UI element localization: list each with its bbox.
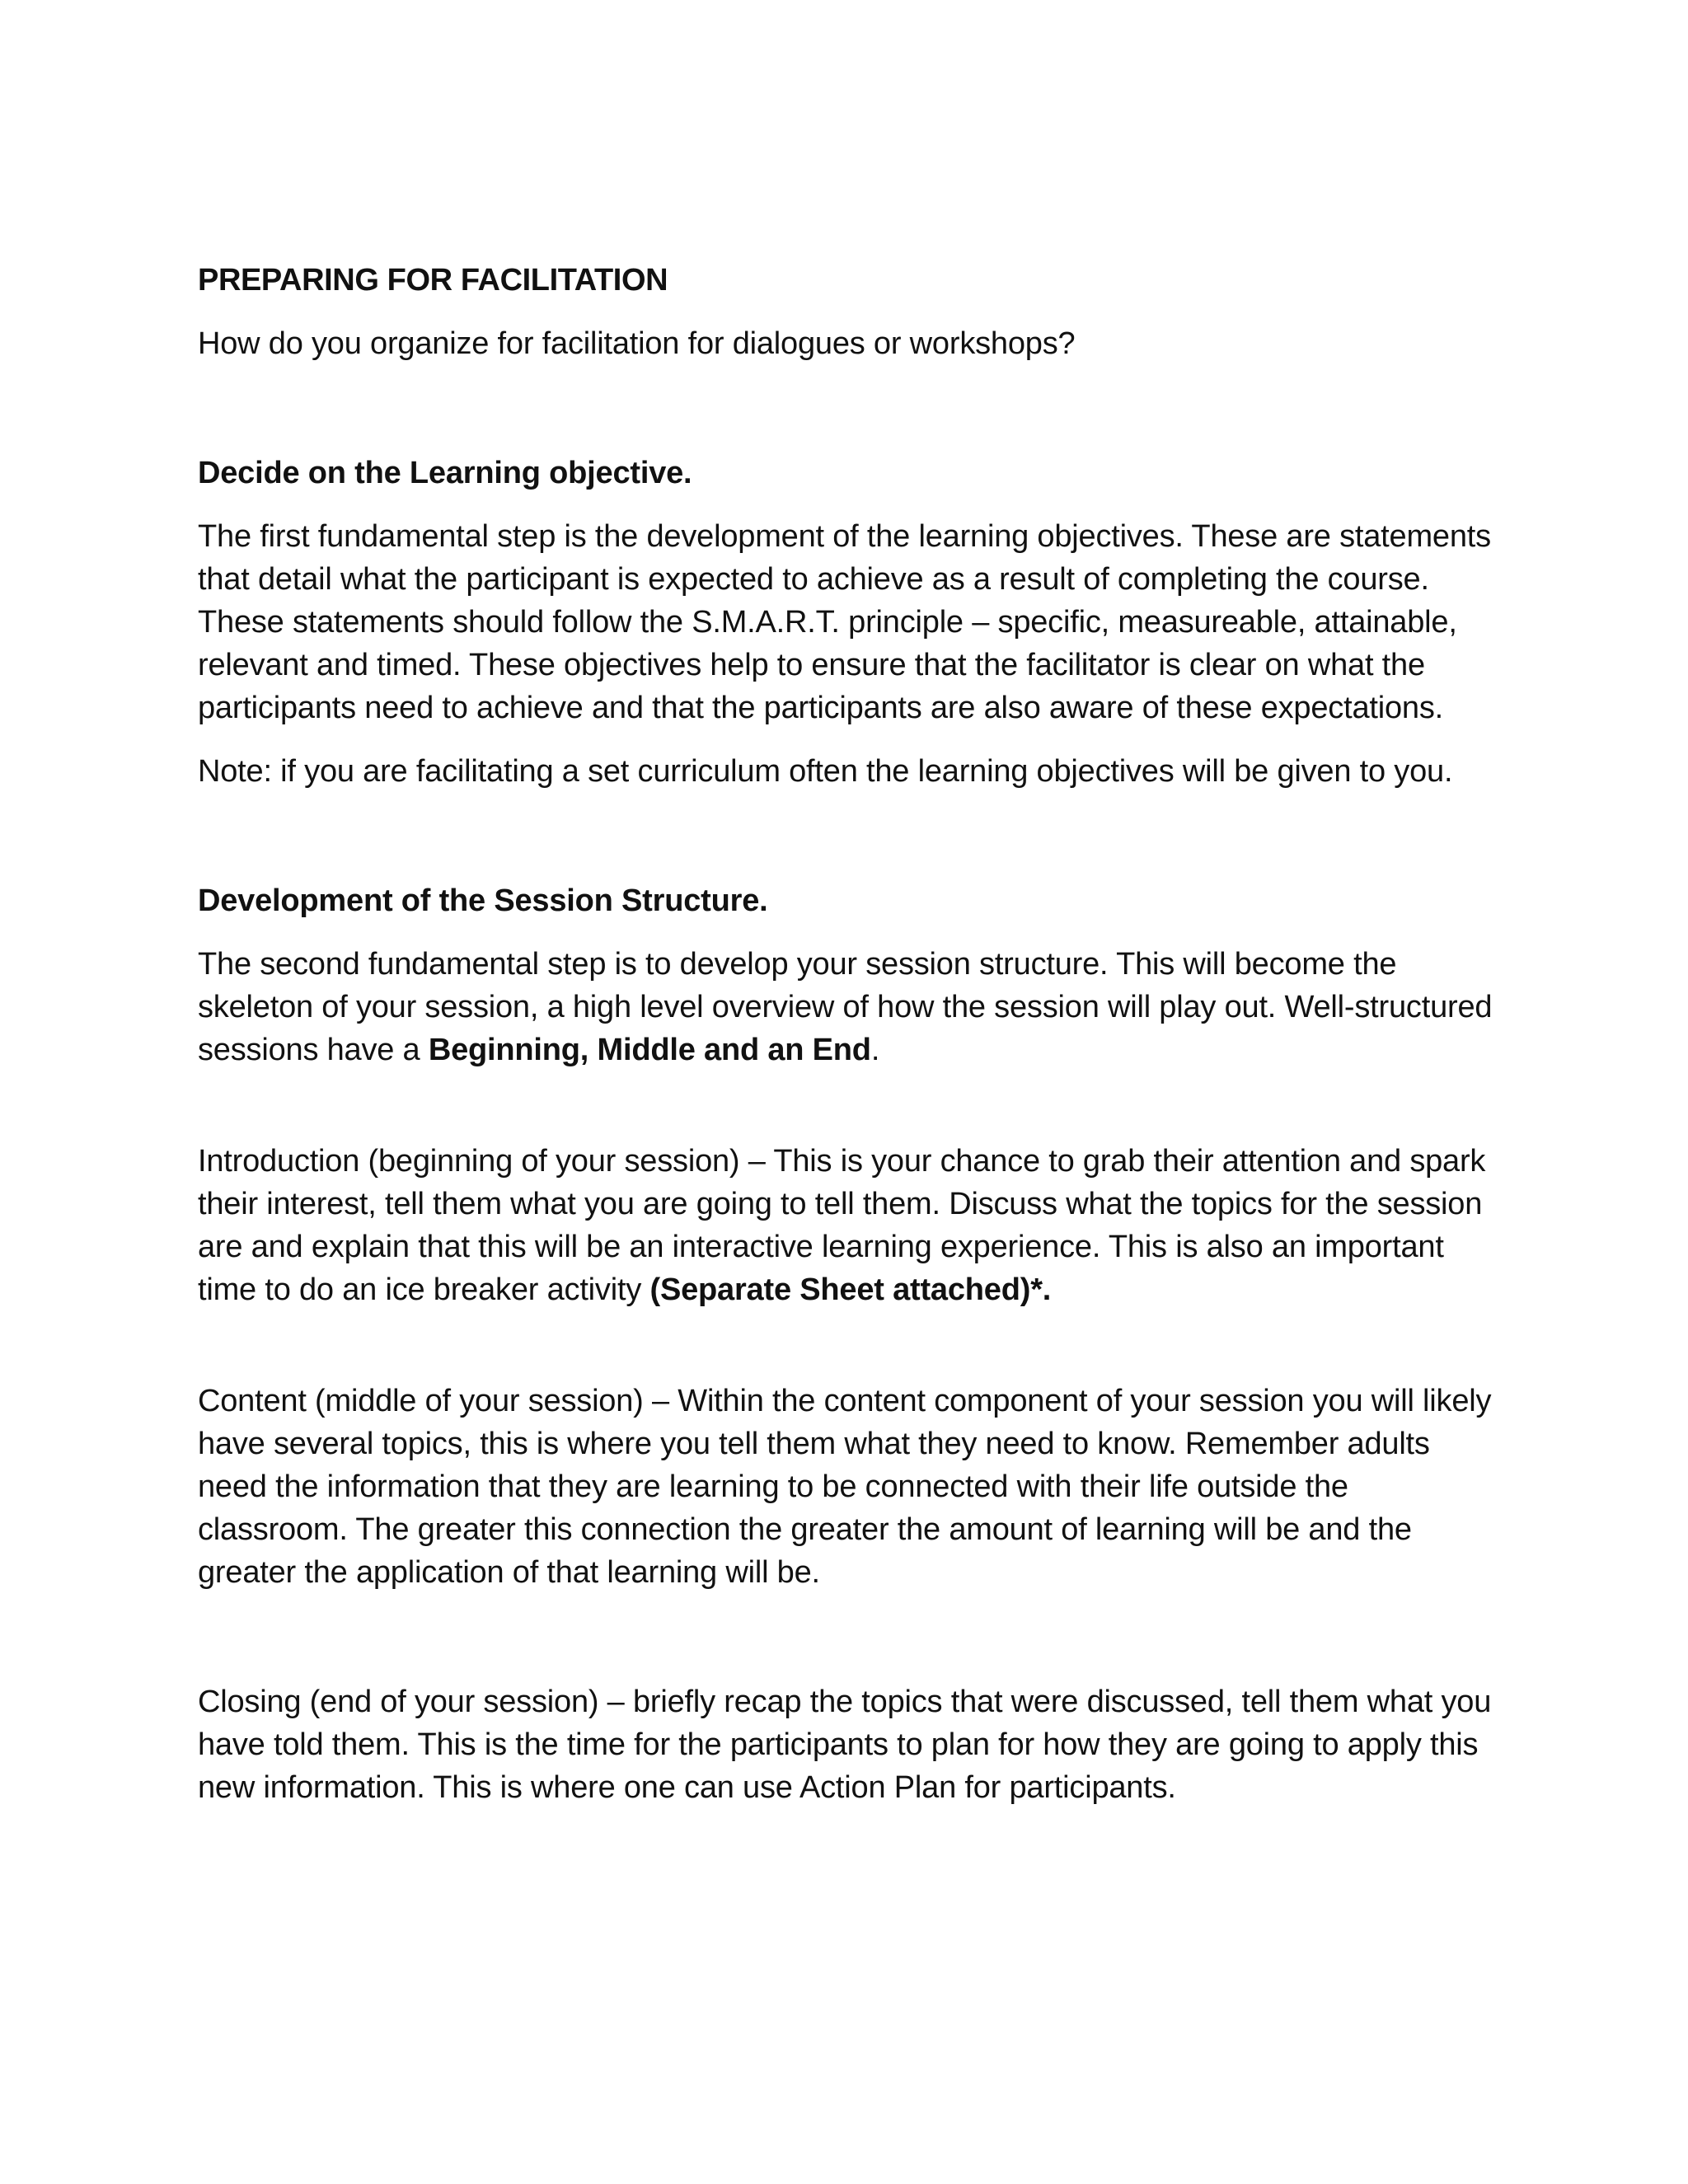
document-title: PREPARING FOR FACILITATION	[198, 263, 668, 298]
closing-paragraph: Closing (end of your session) – briefly recap the topics that were discussed, tell them what you have told them. This is the time for the participants to plan for how they are going to apply this new information. This is where one can use Action Plan for participants.	[198, 1685, 1492, 1805]
session-structure-bold: Beginning, Middle and an End	[428, 1033, 871, 1067]
intro-question: How do you organize for facilitation for dialogues or workshops?	[198, 326, 1076, 361]
session-structure-text: The second fundamental step is to develop your session structure. This will become the skeleton of your session, a high level overview of how the session will play out. Well-structured sessions have a	[198, 947, 1493, 1067]
session-structure-end: .	[870, 1033, 880, 1067]
introduction-bold: (Separate Sheet attached)*.	[649, 1272, 1052, 1307]
session-structure-paragraph	[198, 943, 1500, 1071]
introduction-paragraph	[198, 1140, 1500, 1311]
note-paragraph: Note: if you are facilitating a set curriculum often the learning objectives will be given to you.	[198, 754, 1453, 789]
learning-objectives-paragraph: The first fundamental step is the development of the learning objectives. These are statements that detail what the participant is expected to achieve as a result of completing the course. These statements should follow the S.M.A.R.T. principle – specific, measureable, attainable, relevant and timed. These objectives help to ensure that the facilitator is clear on what the participants need to achieve and that the participants are also aware of these expectations.	[198, 519, 1491, 725]
section-heading-learning-objective: Decide on the Learning objective.	[198, 456, 692, 490]
introduction-text: Introduction (beginning of your session) – This is your chance to grab their attention and spark their interest, tell them what you are going to tell them. Discuss what the topics for the session are and explain that this will be an interactive learning experience. This is also an important time to do an ice breaker activity	[198, 1144, 1486, 1307]
content-paragraph: Content (middle of your session) – Within the content component of your session you will likely have several topics, this is where you tell them what they need to know. Remember adults need the information that they are learning to be connected with their life outside the classroom. The greater this connection the greater the amount of learning will be and the greater the application of that learning will be.	[198, 1384, 1492, 1590]
section-heading-session-structure: Development of the Session Structure.	[198, 883, 768, 918]
document-body	[198, 259, 1500, 1809]
